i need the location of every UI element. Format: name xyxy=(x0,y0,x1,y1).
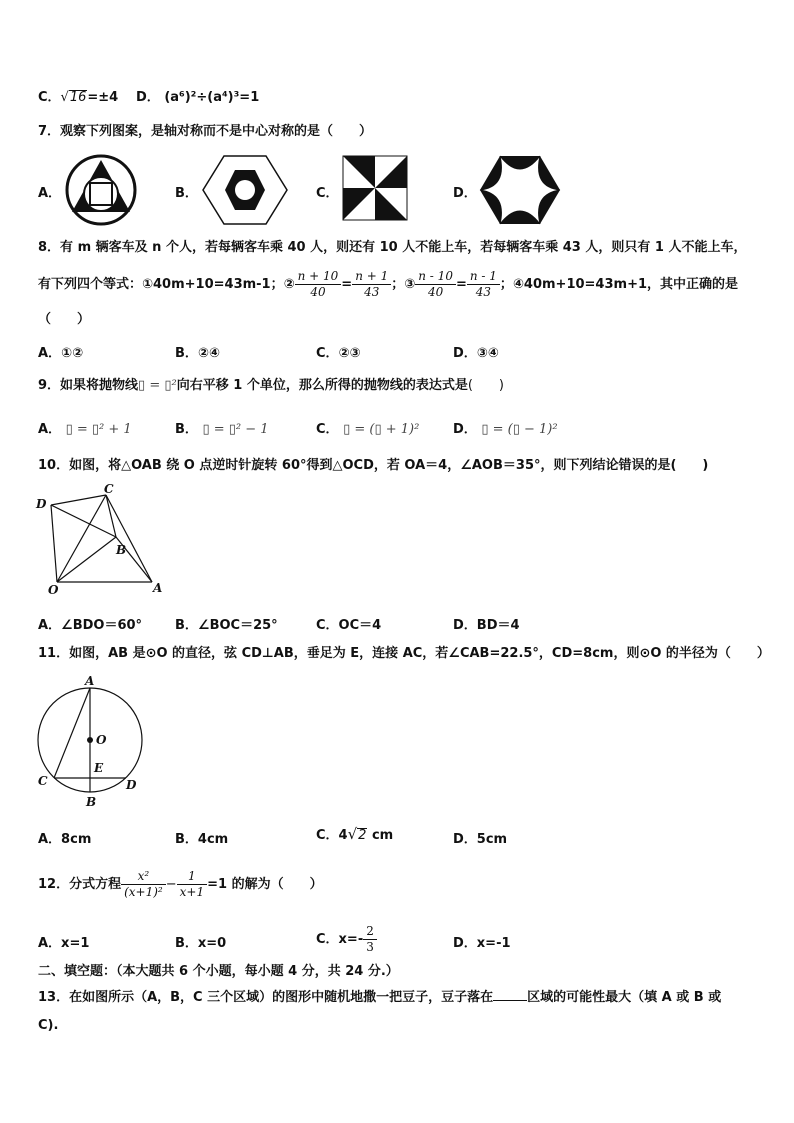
q8-option-c: C．②③ xyxy=(316,346,361,361)
q12-option-b: B．x=0 xyxy=(175,936,227,951)
q10-label-c: C xyxy=(104,484,114,496)
q10-option-c: C．OC＝4 xyxy=(316,618,382,633)
q10-label-o: O xyxy=(48,583,59,597)
q9-stem: 9．如果将抛物线▯ = ▯²向右平移 1 个单位，那么所得的抛物线的表达式是( ) xyxy=(38,378,504,393)
q11-option-b: B．4cm xyxy=(175,832,229,847)
q11-figure xyxy=(34,672,144,810)
q10-stem: 10．如图，将△OAB 绕 O 点逆时针旋转 60°得到△OCD，若 OA＝4，∠AOB＝35°，则下列结论错误的是( ) xyxy=(38,458,709,473)
q12-fraction-2: $\frac{1}{x+1}$ xyxy=(177,869,207,900)
q8-option-d: D．③④ xyxy=(453,346,499,361)
q7-figure-a xyxy=(62,152,142,228)
q13-stem-continued: C). xyxy=(38,1018,59,1033)
q11-option-d: D．5cm xyxy=(453,832,508,847)
q9-option-d: D． ▯ = (▯ − 1)² xyxy=(453,422,558,437)
q12-option-d: D．x=-1 xyxy=(453,936,511,951)
q7-figure-b xyxy=(200,152,290,228)
q12-option-c: C．x=- $\frac{2}{3}$ xyxy=(316,918,377,962)
q11-label-d: D xyxy=(126,778,137,792)
q7-option-d: D． xyxy=(453,186,477,201)
q7-option-b: B． xyxy=(175,186,198,201)
q10-option-a: A．∠BDO＝60° xyxy=(38,618,143,633)
q10-option-b: B．∠BOC＝25° xyxy=(175,618,278,633)
q11-label-e: E xyxy=(94,761,104,775)
q9-option-c: C． ▯ = (▯ + 1)² xyxy=(316,422,420,437)
q8-fraction-4: $\frac{n - 1}{43}$ xyxy=(467,269,500,300)
q12-option-a: A．x=1 xyxy=(38,936,90,951)
q11-label-a: A xyxy=(85,674,95,688)
q7-option-c: C． xyxy=(316,186,339,201)
q8-equations: 有下列四个等式：①40m+10=43m-1；② $\frac{n + 10}{40}$ = $\frac{n + 1}{43}$ ；③ $\frac{n - 10}{40}$ = $\frac{n - 1}{43}$ ；④40m+10=43m+1，其中正确的是 xyxy=(38,269,739,299)
line-top-option-c: C．√16=±4 xyxy=(38,90,119,105)
line-top-option-d: D． (a⁶)²÷(a⁴)³=1 xyxy=(136,90,260,105)
q8-fraction-2: $\frac{n + 1}{43}$ xyxy=(352,269,391,300)
q10-label-a: A xyxy=(153,581,163,595)
q8-fraction-1: $\frac{n + 10}{40}$ xyxy=(295,269,342,300)
q10-label-b: B xyxy=(116,543,127,557)
q7-option-a: A． xyxy=(38,186,62,201)
q9-option-b: B． ▯ = ▯² − 1 xyxy=(175,422,269,437)
q11-option-a: A．8cm xyxy=(38,832,92,847)
q11-stem: 11．如图，AB 是⊙O 的直径，弦 CD⊥AB，垂足为 E，连接 AC，若∠CAB=22.5°，CD=8cm，则⊙O 的半径为（ ） xyxy=(38,646,770,661)
section-2-title: 二、填空题：（本大题共 6 个小题，每小题 4 分，共 24 分.） xyxy=(38,964,399,979)
q11-label-o: O xyxy=(96,733,107,747)
q11-label-c: C xyxy=(38,774,48,788)
q11-option-c: C．4√2 cm xyxy=(316,825,394,843)
q12-option-c-fraction: $\frac{2}{3}$ xyxy=(363,924,377,955)
q8-option-a: A．①② xyxy=(38,346,84,361)
q10-label-d: D xyxy=(36,497,47,511)
q7-figure-c xyxy=(340,152,410,224)
q13-stem: 13．在如图所示（A，B，C 三个区域）的图形中随机地撒一把豆子，豆子落在 区域的可能性最大（填 A 或 B 或 xyxy=(38,990,722,1005)
q8-fraction-3: $\frac{n - 10}{40}$ xyxy=(415,269,456,300)
q8-paren: （ ） xyxy=(38,312,91,327)
q7-figure-d xyxy=(478,152,562,228)
q8-option-b: B．②④ xyxy=(175,346,220,361)
q10-option-d: D．BD＝4 xyxy=(453,618,520,633)
q12-fraction-1: $\frac{\text{x²}}{\text{(x+1)²}}$ xyxy=(121,869,166,900)
q11-label-b: B xyxy=(86,795,97,809)
q13-answer-blank[interactable] xyxy=(493,988,527,1001)
q10-figure xyxy=(34,484,166,598)
q8-stem: 8．有 m 辆客车及 n 个人，若每辆客车乘 40 人，则还有 10 人不能上车，若每辆客车乘 43 人，则只有 1 人不能上车， xyxy=(38,240,747,255)
q7-stem: 7．观察下列图案，是轴对称而不是中心对称的是（ ） xyxy=(38,124,373,139)
q9-option-a: A． ▯ = ▯² + 1 xyxy=(38,422,132,437)
q12-stem: 12．分式方程 $\frac{\text{x²}}{\text{(x+1)²}}$ − $\frac{1}{x+1}$ =1 的解为（ ） xyxy=(38,869,323,899)
